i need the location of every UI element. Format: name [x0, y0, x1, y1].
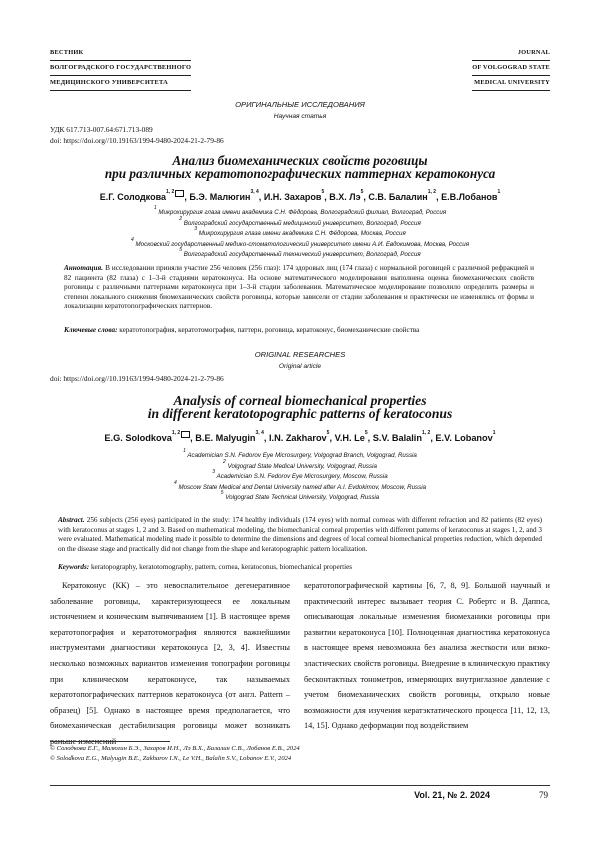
- doi-ru: doi: https://doi.org//10.19163/1994-9480-2024-21-2-79-86: [50, 136, 224, 145]
- email-icon: [175, 190, 184, 197]
- copyright-ru: © Солодкова Е.Г., Малюгин Б.Э., Захаров И.Н., Лэ В.Х., Балалин С.В., Лобанов Е.В., 2024: [50, 745, 300, 752]
- author: Е.Г. Солодкова$^{1, 2}$: [100, 192, 185, 202]
- author: Б.Э. Малюгин$^{3, 4}$: [189, 189, 259, 202]
- header-line: МЕДИЦИНСКОГО УНИВЕРСИТЕТА: [50, 76, 191, 91]
- header-line: OF VOLGOGRAD STATE: [472, 61, 550, 76]
- title-line: при различных кератотопографических паттернах кератоконуса: [104, 166, 496, 182]
- subcategory-en: Original article: [278, 363, 322, 370]
- title-line: in different keratotopographic patterns of keratoconus: [147, 406, 453, 422]
- author: S.V. Balalin$^{1, 2}$: [372, 430, 431, 443]
- keywords-en: [58, 563, 542, 573]
- keywords-label: Ключевые слова:: [64, 326, 118, 334]
- subcategory-ru: Научная статья: [273, 113, 327, 120]
- author: В.Х. $Лэ^5$: [329, 189, 364, 202]
- affiliation: $^3$ Микрохирургия глаза имени академика С.Н. Фёдорова, Москва, Россия: [194, 226, 406, 237]
- page-number: 79: [539, 790, 548, 800]
- keywords-text: keratopography, keratotomography, pattern, cornea, keratoconus, biomechanical properties: [90, 563, 353, 571]
- body-column-right: кератотопографической картины [6, 7, 8, 9]. Большой научный и практический интерес вызывает теория С. Робертс и В. Даппса, описывающая локальные изменения биомеханики роговицы при развитии кератоконуса [10]. Полноценная диагностика кератоконуса в настоящее время невозможна без анализа жесткости или вязко-эластических свойств роговицы. Внедрение в клиническую практику бесконтактных тонометров, измеряющих внутриглазное давление с учетом биомеханических свойств роговицы, открыло новые возможности для изучения кератэктатического процесса [11, 12, 13, 14, 15]. Однако деформации под воздействием: [304, 581, 550, 731]
- affiliation: $^5$ Волгоградский государственный технический университет, Волгоград, Россия: [179, 247, 421, 258]
- volume-info: Vol. 21, № 2. 2024: [414, 790, 490, 800]
- keywords-ru: [64, 326, 534, 336]
- affiliation: $^1$ Микрохирургия глаза имени академика С.Н. Фёдорова, Волгоградский филиал, Волгоград, Россия: [153, 205, 447, 216]
- affiliations-ru: [40, 205, 560, 261]
- udk: УДК 617.713-007.64:671.713-089: [50, 125, 153, 134]
- title-en: [60, 394, 540, 421]
- author: И.Н. Захаров$^5$: [263, 189, 325, 202]
- author: С.В. Балалин$^{1, 2}$: [368, 189, 437, 202]
- author: I.N. Zakharov$^5$: [268, 430, 330, 443]
- footer-divider: [50, 785, 550, 786]
- affiliations-en: [40, 448, 560, 504]
- affiliation: $^1$ Academician S.N. Fedorov Eye Microsurgery, Volgograd Branch, Volgograd, Russia: [183, 448, 417, 459]
- author: E.G. Solodkova$^{1, 2}$: [104, 433, 190, 443]
- abstract-label: Abstract.: [58, 516, 85, 524]
- abstract-text: В исследовании приняли участие 256 человек (256 глаз): 174 здоровых лиц (174 глаза) с нормальной роговицей с различной рефракцией и 82 пациента (82 глаза) с 1–3-й стадиями кератоконуса. На основе математического моделирования выполнена оценка биомеханических свойств роговицы с различными паттернами кератоконуса при 1–3-й стадии заболевания. Математическое моделирование позволило определить размеры и степени локального снижения биомеханических свойств роговицы, которые зависели от стадии заболевания и практически не изменялись от формы и локализации кератотопографических паттернов.: [64, 264, 534, 311]
- category-en: ORIGINAL RESEARCHES: [254, 350, 346, 359]
- affiliation: $^5$ Volgograd State Technical University, Volgograd, Russia: [220, 490, 380, 501]
- header-line: MEDICAL UNIVERSITY: [472, 76, 550, 91]
- title-line: Анализ биомеханических свойств роговицы: [172, 153, 428, 168]
- header-line: JOURNAL: [472, 46, 550, 61]
- affiliation: $^4$ Московский государственный медико-стоматологический университет имени А.И. Евдокимова, Москва, Россия: [131, 236, 469, 248]
- title-ru: [60, 154, 540, 181]
- title-line: Analysis of corneal biomechanical properties: [173, 393, 427, 408]
- affiliation: $^2$ Волгоградский государственный медицинский университет, Волгоград, Россия: [179, 215, 421, 227]
- header-line: ВЕСТНИК: [50, 46, 191, 61]
- journal-header-ru: [50, 46, 191, 91]
- doi-en: doi: https://doi.org//10.19163/1994-9480-2024-21-2-79-86: [50, 374, 224, 383]
- keywords-label: Keywords:: [58, 563, 90, 571]
- category-ru: ОРИГИНАЛЬНЫЕ ИССЛЕДОВАНИЯ: [235, 100, 365, 109]
- author: B.E. Malyugin$^{3, 4}$: [195, 430, 264, 443]
- author: Е.В.Лобанов$^1$: [441, 189, 501, 202]
- journal-header-en: [472, 46, 550, 91]
- email-icon: [181, 431, 190, 438]
- author: E.V. Lobanov$^1$: [435, 430, 496, 443]
- header-line: ВОЛГОГРАДСКОГО ГОСУДАРСТВЕННОГО: [50, 61, 191, 76]
- affiliation: $^2$ Volgograd State Medical University, Volgograd, Russia: [223, 458, 377, 470]
- authors-en: E.G. Solodkova$^{1, 2}$ , B.E. Malyugin$^{3, 4}$, I.N. Zakharov$^5$, V.H. Le$^5$, S.V. Balalin$^{1, 2}$, E.V. Lobanov$^1$: [104, 430, 496, 443]
- affiliation: $^4$ Moscow State Medical and Dental University named after A.I. Evdokimov, Moscow, Russia: [173, 479, 427, 491]
- footnote-divider: [50, 741, 170, 742]
- author: V.H. Le$^5$: [334, 430, 368, 443]
- copyright-en: © Solodkova E.G., Malyugin B.E., Zakharov I.N., Le V.H., Balalin S.V., Lobanov E.V., 2024: [50, 755, 292, 762]
- keywords-text: кератотопография, кератотомография, паттерн, роговица, кератоконус, биомеханические свойства: [119, 326, 420, 334]
- authors-ru: Е.Г. Солодкова$^{1, 2}$ , Б.Э. Малюгин$^{3, 4}$, И.Н. Захаров$^5$, В.Х. $Лэ^5$, С.В. Балалин$^{1, 2}$, Е.В.Лобанов$^1$: [99, 189, 501, 202]
- abstract-en: [58, 516, 542, 554]
- affiliation: $^3$ Academician S.N. Fedorov Eye Microsurgery, Moscow, Russia: [212, 469, 388, 480]
- abstract-label: Аннотация.: [64, 264, 104, 272]
- abstract-text: 256 subjects (256 eyes) participated in the study: 174 healthy individuals (174 eyes) with normal corneas with different refraction and 82 patients (82 eyes) with keratoconus at stages 1, 2 and 3. Based on mathematical modeling, the biomechanical corneal properties with different patterns of keratoconus at stages 1, 2, and 3 were evaluated. Mathematical modeling made it possible to determine the dimensions and degrees of local corneal biomechanical properties reduction, which depended on the disease stage and practically did not change from the shape and keratopographic pattern localization.: [58, 516, 543, 553]
- abstract-ru: [64, 264, 534, 312]
- body-column-left: Кератоконус (КК) – это невоспалительное дегенеративное заболевание роговицы, характеризующееся ее локальным истончением и коническим выпячиванием [1]. В настоящее время кератотопография и кератотомография являются важнейшими инструментами диагностики кератоконуса [2, 3, 4]. Известны несколько возможных вариантов изменения топографии роговицы при клиническом кератоконусе, так называемых кератотопографических паттернов кератоконуса (от англ. Pattern – образец) [5]. Однако в настоящее время предполагается, что биомеханическая дестабилизация роговицы может возникать раньше изменений: [50, 581, 290, 746]
